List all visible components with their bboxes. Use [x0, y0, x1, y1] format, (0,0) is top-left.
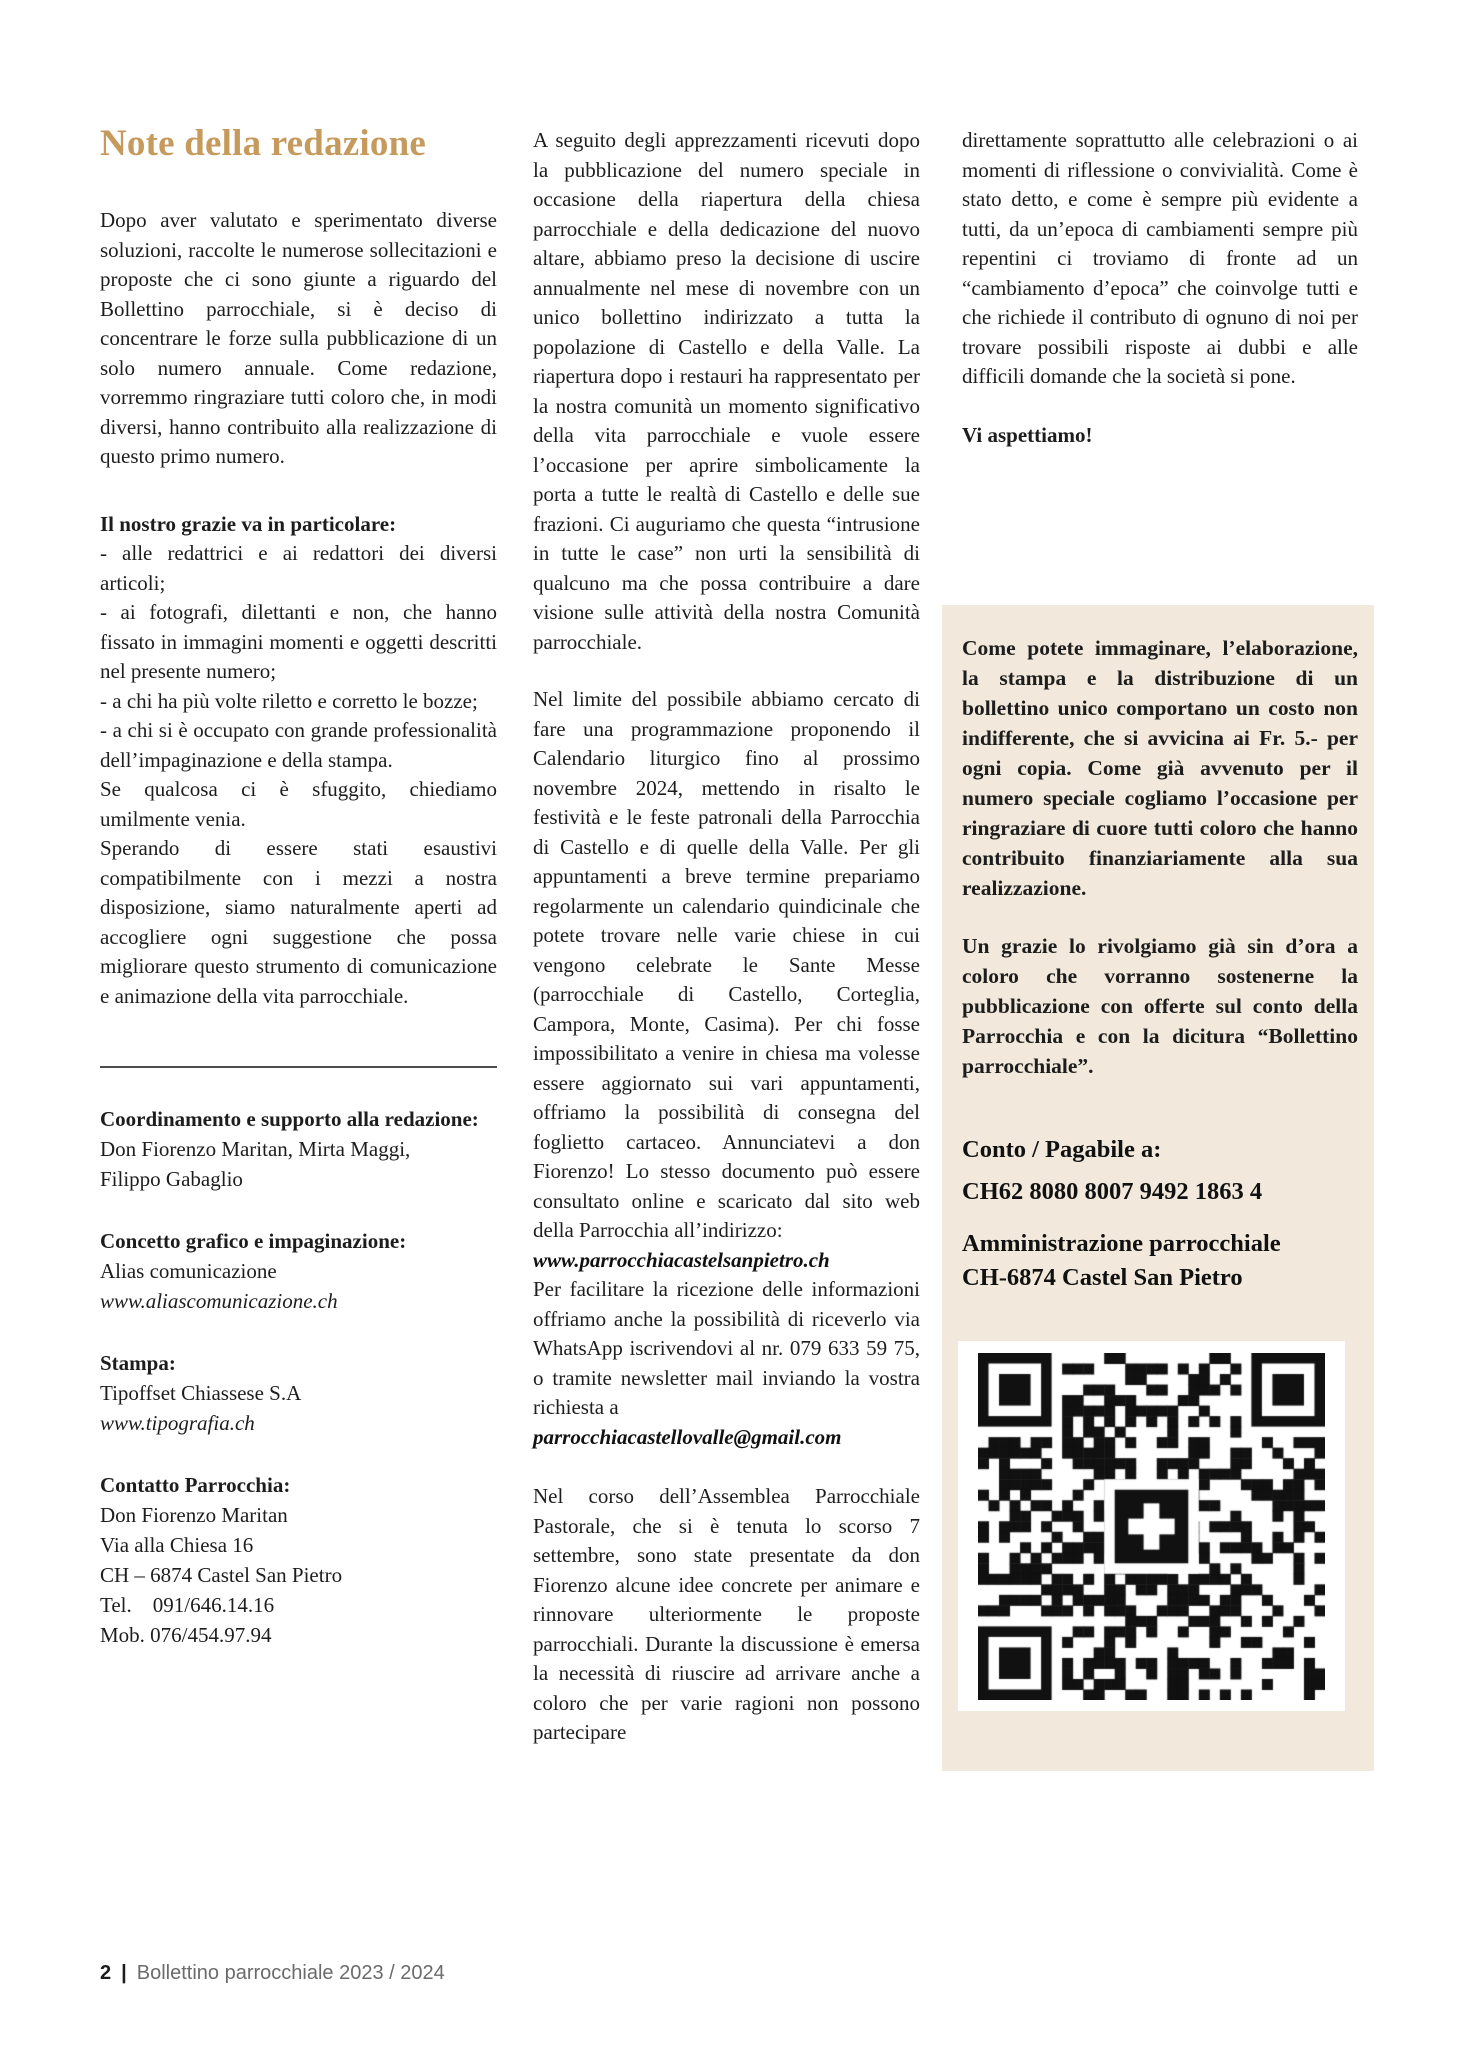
column-middle	[533, 0, 920, 1748]
design-url-link[interactable]: www.aliascomunicazione.ch	[100, 1289, 338, 1313]
contact-city: CH – 6874 Castel San Pietro	[100, 1563, 343, 1587]
section-divider	[100, 1066, 497, 1068]
admin-name: Amministrazione parrocchiale	[962, 1230, 1281, 1257]
qr-code-panel	[958, 1341, 1345, 1711]
design-name: Alias comunicazione	[100, 1259, 277, 1283]
contact-mobile: Mob. 076/454.97.94	[100, 1623, 272, 1647]
iban-number: CH62 8080 8007 9492 1863 4	[962, 1178, 1263, 1205]
page-footer	[100, 1960, 445, 1986]
account-block	[962, 1133, 1358, 1209]
page-title: Note della redazione	[100, 123, 426, 164]
change-of-epoch-paragraph: direttamente soprattutto alle celebrazioni o ai momenti di riflessione o convivialità. Come è stato detto, e come è sempre più evidente a tutti, da un’epoca di cambiamenti sempre più repentini ci troviamo di fronte ad un “cambiamento d’epoca” che coinvolge tutti e che richiede il contributo di ognuno di noi per trovare possibili risposte ai dubbi e alle difficili domande che la società si pone.	[962, 128, 1358, 388]
thanks-heading: Il nostro grazie va in particolare:	[100, 511, 397, 536]
cost-paragraph: Come potete immaginare, l’elaborazione, la stampa e la distribuzione di un bollettino unico comportano un costo non indifferente, che si avvicina ai Fr. 5.- per ogni copia. Come già avvenuto per il numero speciale cogliamo l’occasione per ringraziare di cuore tutti coloro che hanno contribuito finanziariamente alla sua realizzazione.	[962, 636, 1358, 900]
openness-paragraph: Sperando di essere stati esaustivi compatibilmente con i mezzi a nostra disposizione, siamo naturalmente aperti ad accogliere ogni suggestione che possa migliorare questo strumento di comunicazione e animazione della vita parrocchiale.	[100, 836, 497, 1008]
coordination-names-line1: Don Fiorenzo Maritan, Mirta Maggi,	[100, 1137, 411, 1161]
parish-email-link[interactable]: parrocchiacastellovalle@gmail.com	[533, 1424, 842, 1449]
page-number: 2	[100, 1962, 112, 1984]
account-heading: Conto / Pagabile a:	[962, 1136, 1162, 1163]
reopening-paragraph: A seguito degli apprezzamenti ricevuti dopo la pubblicazione del numero speciale in occasione della riapertura della chiesa parrocchiale e della dedicazione del nuovo altare, abbiamo preso la decisione di uscire annualmente nel mese di novembre con un unico bollettino indirizzato a tutta la popolazione di Castello e della Valle. La riapertura dopo i restauri ha rappresentato per la nostra comunità un momento significativo della vita parrocchiale e vuole essere l’occasione per aprire simbolicamente la porta a tutte le realtà di Castello e delle sue frazioni. Ci auguriamo che questa “intrusione in tutte le case” non urti la sensibilità di qualcuno ma che possa contribuire a dare visione sulle attività della nostra Comunità parrocchiale.	[533, 128, 920, 654]
coordination-names-line2: Filippo Gabaglio	[100, 1167, 243, 1191]
donation-thanks-paragraph: Un grazie lo rivolgiamo già sin d’ora a coloro che vorranno sostenerne la pubblicazione con offerte sul conto della Parrocchia e con la dicitura “Bollettino parrocchiale”.	[962, 934, 1358, 1078]
thanks-bullet-1: - alle redattrici e ai redattori dei diversi articoli;	[100, 541, 497, 595]
footer-text: Bollettino parrocchiale 2023 / 2024	[136, 1962, 445, 1984]
coordination-heading: Coordinamento e supporto alla redazione:	[100, 1107, 479, 1131]
parish-contact-heading: Contatto Parrocchia:	[100, 1473, 291, 1497]
contact-street: Via alla Chiesa 16	[100, 1533, 254, 1557]
admin-block	[962, 1227, 1358, 1295]
swiss-qr-code-icon	[978, 1353, 1325, 1700]
admin-city: CH-6874 Castel San Pietro	[962, 1264, 1243, 1291]
design-heading: Concetto grafico e impaginazione:	[100, 1229, 407, 1253]
column-left	[100, 0, 497, 1650]
thanks-bullet-4: - a chi si è occupato con grande professionalità dell’impaginazione e della stampa.	[100, 718, 497, 772]
contact-phone: Tel. 091/646.14.16	[100, 1593, 275, 1617]
calendar-paragraph: Nel limite del possibile abbiamo cercato di fare una programmazione proponendo il Calendario liturgico fino al prossimo novembre 2024, mettendo in risalto le festività e le feste patronali della Parrocchia di Castello e di quelle della Valle. Per gli appuntamenti a breve termine prepariamo regolarmente un calendario quindicinale che potete trovare nelle varie chiese in cui vengono celebrate le Sante Messe (parrocchiale di Castello, Corteglia, Campora, Monte, Casima). Per chi fosse impossibilitato a venire in chiesa ma volesse essere aggiornato sui vari appuntamenti, offriamo la possibilità di consegna del foglietto cartaceo. Annunciatevi a don Fiorenzo! Lo stesso documento può essere consultato online e scaricato dal sito web della Parrocchia all’indirizzo:	[533, 687, 920, 1242]
parish-website-link[interactable]: www.parrocchiacastelsanpietro.ch	[533, 1247, 830, 1272]
thanks-bullet-2: - ai fotografi, dilettanti e non, che hanno fissato in immagini momenti e oggetti descritti nel presente numero;	[100, 600, 497, 683]
assembly-paragraph: Nel corso dell’Assemblea Parrocchiale Pastorale, che si è tenuta lo scorso 7 settembre, sono state presentate da don Fiorenzo alcune idee concrete per animare e rinnovare ulteriormente le proposte parrocchiali. Durante la discussione è emersa la necessità di riuscire ad arrivare anche a coloro che per varie ragioni non possono partecipare	[533, 1484, 920, 1744]
column-right	[942, 0, 1374, 1771]
donation-info-box	[942, 605, 1374, 1771]
thanks-bullet-3: - a chi ha più volte riletto e corretto le bozze;	[100, 688, 478, 713]
apology-paragraph: Se qualcosa ci è sfuggito, chiediamo umilmente venia.	[100, 777, 497, 831]
editorial-intro-paragraph: Dopo aver valutato e sperimentato diverse soluzioni, raccolte le numerose sollecitazioni e proposte che ci sono giunte a riguardo del Bollettino parrocchiale, si è deciso di concentrare le forze sulla pubblicazione di un solo numero annuale. Come redazione, vorremmo ringraziare tutti coloro che, in modi diversi, hanno contribuito alla realizzazione di questo primo numero.	[100, 208, 497, 468]
print-url-link[interactable]: www.tipografia.ch	[100, 1411, 255, 1435]
whatsapp-newsletter-paragraph: Per facilitare la ricezione delle informazioni offriamo anche la possibilità di riceverlo via WhatsApp iscrivendovi al nr. 079 633 59 75, o tramite newsletter mail inviando la vostra richiesta a	[533, 1277, 920, 1419]
await-note: Vi aspettiamo!	[962, 422, 1093, 447]
contact-name: Don Fiorenzo Maritan	[100, 1503, 288, 1527]
footer-separator: |	[121, 1962, 127, 1984]
print-name: Tipoffset Chiassese S.A	[100, 1381, 302, 1405]
print-heading: Stampa:	[100, 1351, 176, 1375]
